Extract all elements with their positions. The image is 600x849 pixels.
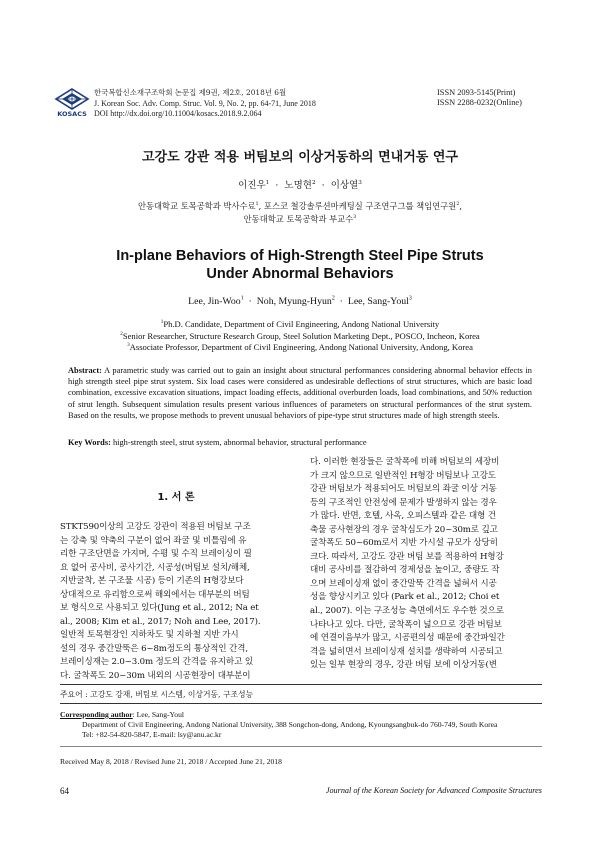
- issn-block: [437, 88, 522, 108]
- corresponding-label: Corresponding author: [60, 710, 133, 719]
- aff-k-2: , 포스코 철강솔루션마케팅실 구조연구그룹 책임연구원: [258, 201, 457, 211]
- body-line: 축물 공사현장의 경우 굴착심도가 20~30m로 깊고: [310, 524, 498, 535]
- sup: 2: [311, 179, 316, 186]
- sup: 3: [358, 179, 362, 186]
- body-line: 으며 브레이싱재 없이 중간말뚝 간격을 넓혀서 시공: [310, 578, 497, 589]
- author-k-3: 이상열: [330, 180, 359, 191]
- divider: [60, 746, 542, 747]
- issn-print: ISSN 2093-5145(Print): [437, 88, 516, 97]
- title-english-line2: Under Abnormal Behaviors: [206, 266, 394, 282]
- main-keywords: 주요어 : 고강도 강재, 버팀보 시스템, 이상거동, 구조성능: [60, 690, 254, 699]
- title-korean: 고강도 강관 적용 버팀보의 이상거동하의 면내거동 연구: [142, 150, 458, 165]
- aff-k-1: 안동대학교 토목공학과 박사수료: [138, 201, 256, 211]
- aff-k-3: 안동대학교 토목공학과 부교수: [243, 214, 354, 224]
- authors-english: [0, 296, 600, 307]
- body-line: 다. 굴착폭도 20~30m 내외의 시공현장이 대부분이: [60, 671, 251, 682]
- sep: ·: [321, 180, 325, 191]
- keywords-label: Key Words:: [68, 438, 111, 447]
- body-line: 는 강축 및 약축의 구분이 없어 좌굴 및 비틀림에 유: [60, 535, 247, 546]
- author-k-1: 이진우: [238, 180, 266, 191]
- author-k-2: 노명현: [284, 180, 312, 191]
- journal-english: J. Korean Soc. Adv. Comp. Struc. Vol. 9, No. 2, pp. 64-71, June 2018: [94, 98, 316, 108]
- corresponding-name: : Lee, Sang-Youl: [132, 710, 184, 719]
- body-line: 굴착폭도 50~60m로서 지반 가시설 규모가 상당히: [310, 538, 498, 549]
- body-line: 나타나고 있다. 다만, 굴착폭이 넓으므로 강관 버팀보: [310, 619, 502, 630]
- body-line: 가 크지 않으므로 일반적인 H형강 버팀보나 고강도: [310, 470, 496, 481]
- sup: 1: [265, 179, 270, 186]
- sup: 2: [456, 201, 460, 208]
- journal-header: [94, 88, 316, 120]
- sep: ·: [339, 296, 343, 307]
- sup: 3: [127, 342, 130, 349]
- abstract-text: A parametric study was carried out to gain an insight about structural performances considering abnormal behavior effects in high strength steel pipe strut system. Six load cases were considered as undesirable deflections of strut structures, which are basic load combination, excessive excavation situations, impact loading effects, additional overburden loads, load combinations, and 50% reduction of strut length. Subsequent simulation results present various influences of parameters on structural performances of the strut system. Based on the results, we propose methods to prevent unusual behaviors of pipe-type strut structures made of high strength steels.: [68, 366, 532, 420]
- body-line: STKT590이상의 고강도 강관이 적용된 버팀보 구조: [60, 522, 251, 532]
- issn-online: ISSN 2288-0232(Online): [437, 98, 522, 107]
- body-line: 대비 공사비를 절감하여 경제성을 높이고, 중량도 작: [310, 565, 500, 576]
- body-line: 등의 구조적인 안전성에 문제가 발생하지 않는 경우: [310, 497, 497, 508]
- body-line: 크다. 따라서, 고강도 강관 버팀 보를 적용하여 H형강: [310, 551, 504, 562]
- sup: 3: [353, 214, 357, 221]
- author-e-3: Lee, Sang-Youl: [347, 296, 409, 307]
- corresponding-address: Department of Civil Engineering, Andong National University, 388 Songchon-dong, Andong, Kyoungsangbuk-do 760-749, South Korea: [82, 720, 498, 729]
- author-e-2: Noh, Myung-Hyun: [256, 296, 332, 307]
- divider: [60, 684, 542, 685]
- body-line: 가 많다. 반면, 호텔, 사옥, 오피스텔과 같은 대형 건: [310, 511, 496, 522]
- page-number: 64: [60, 786, 69, 796]
- body-line: 다. 이러한 현장들은 굴착폭에 비해 버팀보의 세장비: [310, 457, 500, 467]
- body-line: 브레이싱재는 2.0~3.0m 정도의 간격을 유지하고 있: [60, 657, 253, 668]
- keywords: [68, 437, 532, 448]
- affiliations-english: [0, 319, 600, 354]
- aff-e-1: Ph.D. Candidate, Department of Civil Engineering, Andong National University: [163, 319, 440, 329]
- body-line: 보 형식으로 사용되고 있다(Jung et al., 2012; Na et: [60, 603, 259, 614]
- received-dates: Received May 8, 2018 / Revised June 21, 2018 / Accepted June 21, 2018: [60, 757, 282, 766]
- aff-e-3: Associate Professor, Department of Civil Engineering, Andong National University, Andong, Korea: [129, 342, 473, 352]
- abstract: [68, 365, 532, 421]
- journal-korean: 한국복합신소재구조학회 논문집 제9권, 제2호, 2018년 6월: [94, 88, 287, 97]
- body-line: 상대적으로 유리함으로써 해외에서는 대부분의 버팀: [60, 589, 250, 600]
- section-heading: 1. 서 론: [157, 492, 195, 503]
- aff-e-2: Senior Researcher, Structure Research Group, Steel Solution Marketing Dept., POSCO, Incheon, Korea: [122, 330, 480, 341]
- title-english-line1: In-plane Behaviors of High-Strength Steel Pipe Struts: [116, 248, 484, 264]
- corresponding-author: [60, 710, 542, 740]
- sup: 3: [408, 295, 412, 302]
- body-line: al., 2008; Kim et al., 2017; Noh and Lee, 2017).: [60, 616, 261, 627]
- doi-link[interactable]: DOI http://dx.doi.org/10.11004/kosacs.2018.9.2.064: [94, 109, 262, 118]
- body-line: 요 없어 공사비, 공사기간, 시공성(버팀보 설치/해체,: [60, 562, 250, 573]
- body-right-column: [310, 456, 542, 673]
- sup: 2: [331, 295, 335, 302]
- body-left-column: [60, 521, 292, 684]
- logo-text: KOSACS: [57, 110, 87, 118]
- body-line: 일반적 토목현장인 지하차도 및 지하철 지반 가시: [60, 630, 239, 641]
- abstract-label: Abstract:: [68, 366, 102, 375]
- affiliations-korean: 안동대학교 토목공학과 박사수료$^1$, 포스코 철강솔루션마케팅실 구조연구그룹 책임연구원$^2$, 안동대학교 토목공학과 부교수$^3$: [138, 201, 462, 224]
- sup: 2: [120, 330, 123, 337]
- body-line: al., 2007). 이는 구조성능 측면에서도 우수한 것으로: [310, 606, 504, 617]
- sup: 1: [240, 295, 244, 302]
- author-e-1: Lee, Jin-Woo: [188, 296, 241, 307]
- body-line: 에 연결이음부가 많고, 시공편의성 때문에 중간파일간: [310, 633, 505, 644]
- title-english: [0, 247, 600, 283]
- corresponding-contact: Tel: +82-54-820-5847, E-mail: lsy@anu.ac.kr: [82, 730, 222, 739]
- body-line: 설의 경우 중간말뚝은 6~8m정도의 통상적인 간격,: [60, 643, 248, 654]
- kosacs-logo: [52, 88, 92, 120]
- sup: 1: [255, 201, 259, 208]
- sep: ·: [275, 180, 279, 191]
- footer-journal: Journal of the Korean Society for Advanced Composite Structures: [325, 786, 542, 795]
- sup: 1: [160, 319, 164, 326]
- authors-korean: [0, 177, 600, 191]
- body-line: 강관 버팀보가 적용되어도 버팀보의 좌굴 이상 거동: [310, 484, 497, 495]
- body-line: 지반굴착, 본 구조물 시공) 등이 기존의 H형강보다: [60, 576, 244, 587]
- keywords-text: high-strength steel, strut system, abnormal behavior, structural performance: [112, 438, 367, 447]
- body-line: 있는 일부 현장의 경우, 강관 버팀 보에 이상거동(변: [310, 660, 497, 671]
- sep: ·: [248, 296, 252, 307]
- body-line: 리한 구조단면을 가지며, 수평 및 수직 브레이싱이 필: [60, 549, 252, 560]
- body-line: 성을 향상시키고 있다 (Park et al., 2012; Choi et: [310, 592, 500, 603]
- body-line: 격을 넓히면서 브레이싱재 설치를 생략하여 시공되고: [310, 646, 503, 657]
- divider: [60, 703, 542, 704]
